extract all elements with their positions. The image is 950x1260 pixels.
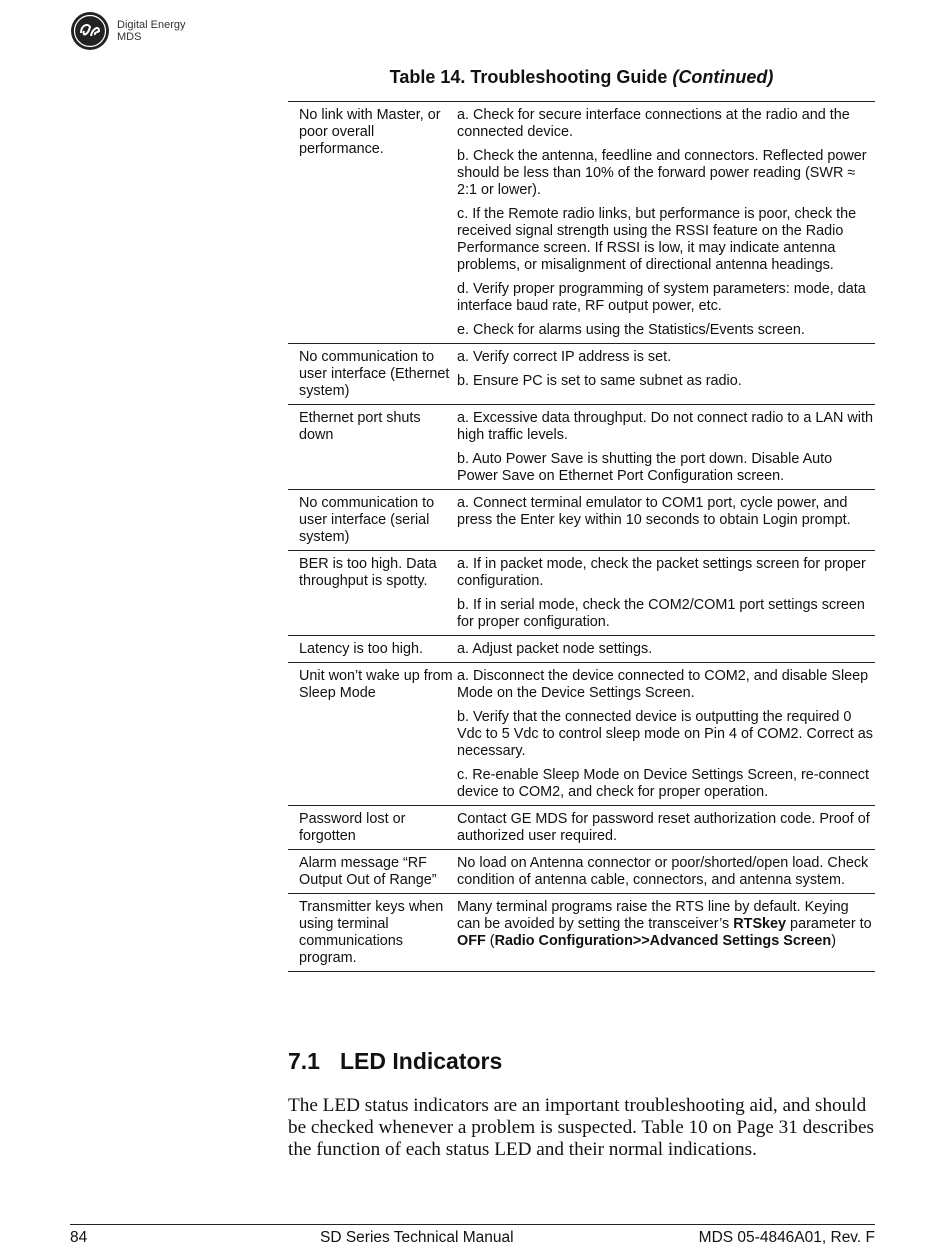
doc-number: MDS 05-4846A01, Rev. F — [698, 1229, 875, 1246]
table-row — [288, 405, 875, 490]
action-item: b. Auto Power Save is shutting the port down. Disable Auto Power Save on Ethernet Port Configuration screen. — [457, 451, 833, 484]
section-heading — [288, 1048, 502, 1075]
problem-cell: Transmitter keys when using terminal communications program. — [299, 899, 444, 966]
body-paragraph: The LED status indicators are an important troubleshooting aid, and should be checked whenever a problem is suspected. Table 10 on Page 31 describes the function of each status LED and their normal indications. — [288, 1095, 874, 1160]
action-text: ( — [485, 933, 495, 949]
actions-cell — [457, 641, 875, 658]
problem-cell: Alarm message “RF Output Out of Range” — [299, 855, 437, 888]
action-item: a. Connect terminal emulator to COM1 port, cycle power, and press the Enter key within 10 seconds to obtain Login prompt. — [457, 495, 851, 528]
table-title — [288, 67, 875, 88]
table-row — [288, 490, 875, 551]
actions-cell — [457, 107, 875, 339]
off-value: OFF — [457, 933, 486, 949]
page-number: 84 — [70, 1229, 88, 1246]
action-item: c. Re-enable Sleep Mode on Device Settings Screen, re-connect device to COM2, and check for proper operation. — [457, 767, 869, 800]
table-row — [288, 894, 875, 972]
troubleshooting-table — [288, 101, 875, 972]
problem-cell: Password lost or forgotten — [299, 811, 406, 844]
action-item: a. If in packet mode, check the packet settings screen for proper configuration. — [457, 556, 866, 589]
brand-text — [117, 19, 185, 43]
action-item: a. Disconnect the device connected to COM2, and disable Sleep Mode on the Device Settings Screen. — [457, 668, 869, 701]
problem-cell: Latency is too high. — [299, 641, 423, 657]
rtskey-parameter: RTSkey — [733, 916, 787, 932]
actions-cell — [457, 855, 875, 889]
table-title-suffix: (Continued) — [672, 67, 774, 87]
action-item: b. If in serial mode, check the COM2/COM1 port settings screen for proper configuration. — [457, 597, 865, 630]
table-row — [288, 344, 875, 405]
action-text: Many terminal programs raise the RTS line by default. Keying can be avoided by setting the transceiver’s — [457, 899, 849, 932]
manual-title: SD Series Technical Manual — [320, 1229, 514, 1246]
problem-cell: No communication to user interface (serial system) — [299, 495, 435, 545]
ge-monogram-icon — [70, 11, 110, 51]
problem-cell: No link with Master, or poor overall performance. — [299, 107, 441, 157]
table-row — [288, 636, 875, 663]
action-item — [457, 899, 875, 950]
actions-cell — [457, 410, 875, 485]
action-item: c. If the Remote radio links, but performance is poor, check the received signal strength using the RSSI feature on the Radio Performance screen. If RSSI is low, it may indicate antenna problems, or misalignment of directional antenna headings. — [457, 206, 857, 273]
problem-cell: Ethernet port shuts down — [299, 410, 421, 443]
brand-line1: Digital Energy — [117, 19, 186, 31]
actions-cell — [457, 811, 875, 845]
table-row — [288, 850, 875, 894]
action-item: a. Verify correct IP address is set. — [457, 349, 672, 365]
actions-cell — [457, 668, 875, 801]
section-title: LED Indicators — [340, 1048, 503, 1074]
actions-cell — [457, 495, 875, 546]
action-item: b. Ensure PC is set to same subnet as radio. — [457, 373, 742, 389]
brand-line2: MDS — [117, 31, 142, 43]
action-text: ) — [831, 933, 837, 949]
action-item: Contact GE MDS for password reset authorization code. Proof of authorized user required. — [457, 811, 870, 844]
actions-cell — [457, 556, 875, 631]
action-item: No load on Antenna connector or poor/shorted/open load. Check condition of antenna cable, connectors, and antenna system. — [457, 855, 869, 888]
table-row — [288, 102, 875, 344]
action-item: a. Check for secure interface connections at the radio and the connected device. — [457, 107, 850, 140]
table-row — [288, 663, 875, 806]
action-item: d. Verify proper programming of system parameters: mode, data interface baud rate, RF output power, etc. — [457, 281, 866, 314]
action-item: e. Check for alarms using the Statistics/Events screen. — [457, 322, 805, 338]
problem-cell: BER is too high. Data throughput is spotty. — [299, 556, 437, 589]
problem-cell: No communication to user interface (Ethernet system) — [299, 349, 450, 399]
action-item: b. Check the antenna, feedline and connectors. Reflected power should be less than 10% of the forward power reading (SWR ≈ 2:1 or lower). — [457, 148, 867, 198]
table-row — [288, 806, 875, 850]
action-item: a. Excessive data throughput. Do not connect radio to a LAN with high traffic levels. — [457, 410, 873, 443]
company-logo — [70, 11, 185, 51]
actions-cell — [457, 899, 875, 967]
section-number: 7.1 — [288, 1048, 320, 1074]
problem-cell: Unit won’t wake up from Sleep Mode — [299, 668, 453, 701]
table-title-text: Table 14. Troubleshooting Guide — [389, 67, 668, 87]
table-row — [288, 551, 875, 636]
actions-cell — [457, 349, 875, 400]
menu-path: Radio Configuration>>Advanced Settings Screen — [494, 933, 832, 949]
action-item: a. Adjust packet node settings. — [457, 641, 653, 657]
action-item: b. Verify that the connected device is outputting the required 0 Vdc to 5 Vdc to control sleep mode on Pin 4 of COM2. Correct as necessary. — [457, 709, 873, 759]
footer-rule — [70, 1224, 875, 1225]
action-text: parameter to — [786, 916, 872, 932]
